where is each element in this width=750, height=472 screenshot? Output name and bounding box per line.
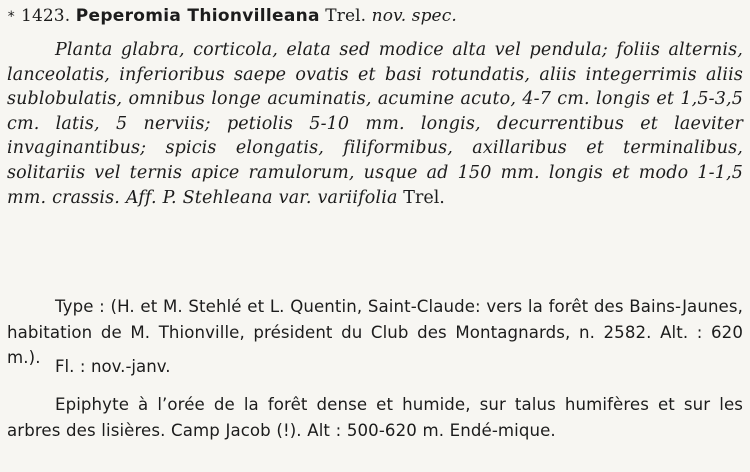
- species-status: nov. spec.: [371, 6, 457, 26]
- species-heading: [7, 6, 457, 26]
- entry-number: 1423.: [21, 6, 71, 26]
- type-specimen-paragraph: Type : (H. et M. Stehlé et L. Quentin, Saint-Claude: vers la forêt des Bains-Jaunes, habitation de M. Thionville, président du Club des Montagnards, n. 2582. Alt. : 620 m.).: [7, 297, 743, 367]
- latin-diagnosis: [7, 38, 743, 210]
- flowering-period: Fl. : nov.-janv.: [55, 357, 171, 376]
- new-species-mark: *: [7, 9, 16, 25]
- species-author: Trel.: [325, 6, 367, 26]
- ecology-paragraph: Epiphyte à l’orée de la forêt dense et humide, sur talus humifères et sur les arbres des lisières. Camp Jacob (!). Alt : 500-620 m. Endé-mique.: [7, 395, 743, 440]
- species-name: Peperomia Thionvilleana: [75, 6, 320, 26]
- diagnosis-author: Trel.: [397, 187, 445, 208]
- diagnosis-text: Planta glabra, corticola, elata sed modice alta vel pendula; foliis alternis, lanceolatis, inferioribus saepe ovatis et basi rotundatis, aliis integerrimis aliis sublobulatis, omnibus longe acuminatis, acumine acuto, 4-7 cm. longis et 1,5-3,5 cm. latis, 5 nerviis; petiolis 5-10 mm. longis, decurrentibus et laeviter invaginantibus; spicis elongatis, filiformibus, axillaribus et terminalibus, solitariis vel ternis apice ramulorum, usque ad 150 mm. longis et modo 1-1,5 mm. crassis. Aff. P. Stehleana var. variifolia: [7, 40, 743, 208]
